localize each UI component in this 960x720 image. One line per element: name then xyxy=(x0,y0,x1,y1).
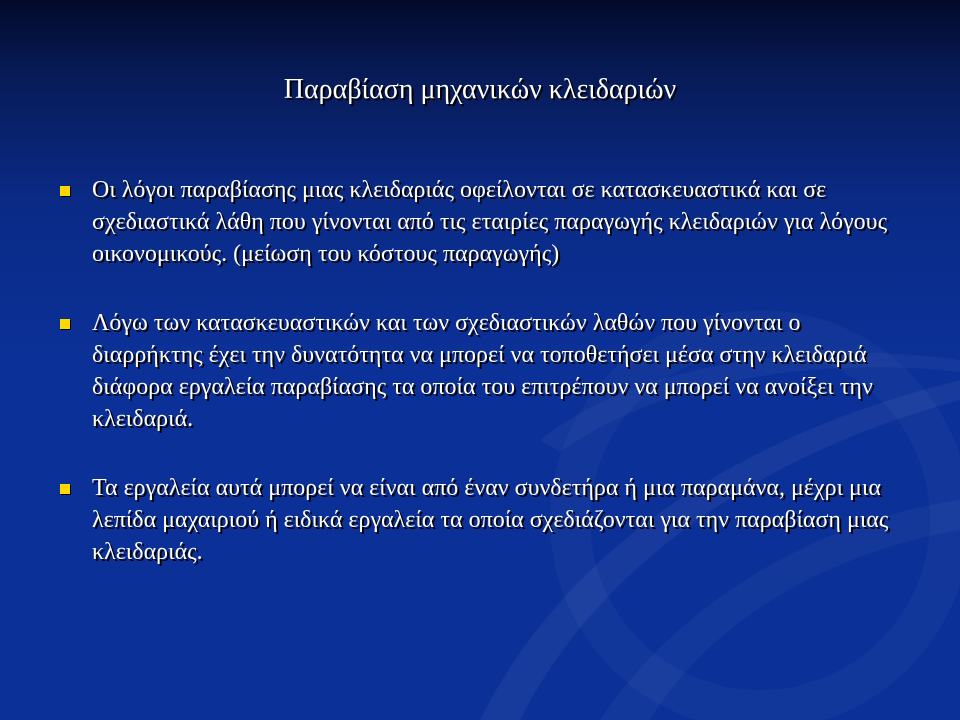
slide-title: Παραβίαση μηχανικών κλειδαριών xyxy=(283,74,677,105)
square-bullet-icon xyxy=(60,319,70,329)
bullet-item xyxy=(60,307,900,435)
bullet-text: Οι λόγοι παραβίασης μιας κλειδαριάς οφείλονται σε κατασκευαστικά και σε σχεδιαστικά λάθη που γίνονται από τις εταιρίες παραγωγής κλειδαριών για λόγους οικονομικούς. (μείωση του κόστους παραγωγής) xyxy=(92,177,888,267)
bullet-list xyxy=(60,174,900,605)
bullet-item xyxy=(60,472,900,568)
bullet-item xyxy=(60,174,900,270)
square-bullet-icon xyxy=(60,484,70,494)
bullet-text: Λόγω των κατασκευαστικών και των σχεδιαστικών λαθών που γίνονται ο διαρρήκτης έχει την δυνατότητα να μπορεί να τοποθετήσει μέσα στην κλειδαριά διάφορα εργαλεία παραβίασης τα οποία του επιτρέπουν να μπορεί να ανοίξει την κλειδαριά. xyxy=(92,310,873,432)
bullet-text: Τα εργαλεία αυτά μπορεί να είναι από έναν συνδετήρα ή μια παραμάνα, μέχρι μια λεπίδα μαχαιριού ή ειδικά εργαλεία τα οποία σχεδιάζονται για την παραβίαση μιας κλειδαριάς. xyxy=(92,475,889,565)
square-bullet-icon xyxy=(60,186,70,196)
